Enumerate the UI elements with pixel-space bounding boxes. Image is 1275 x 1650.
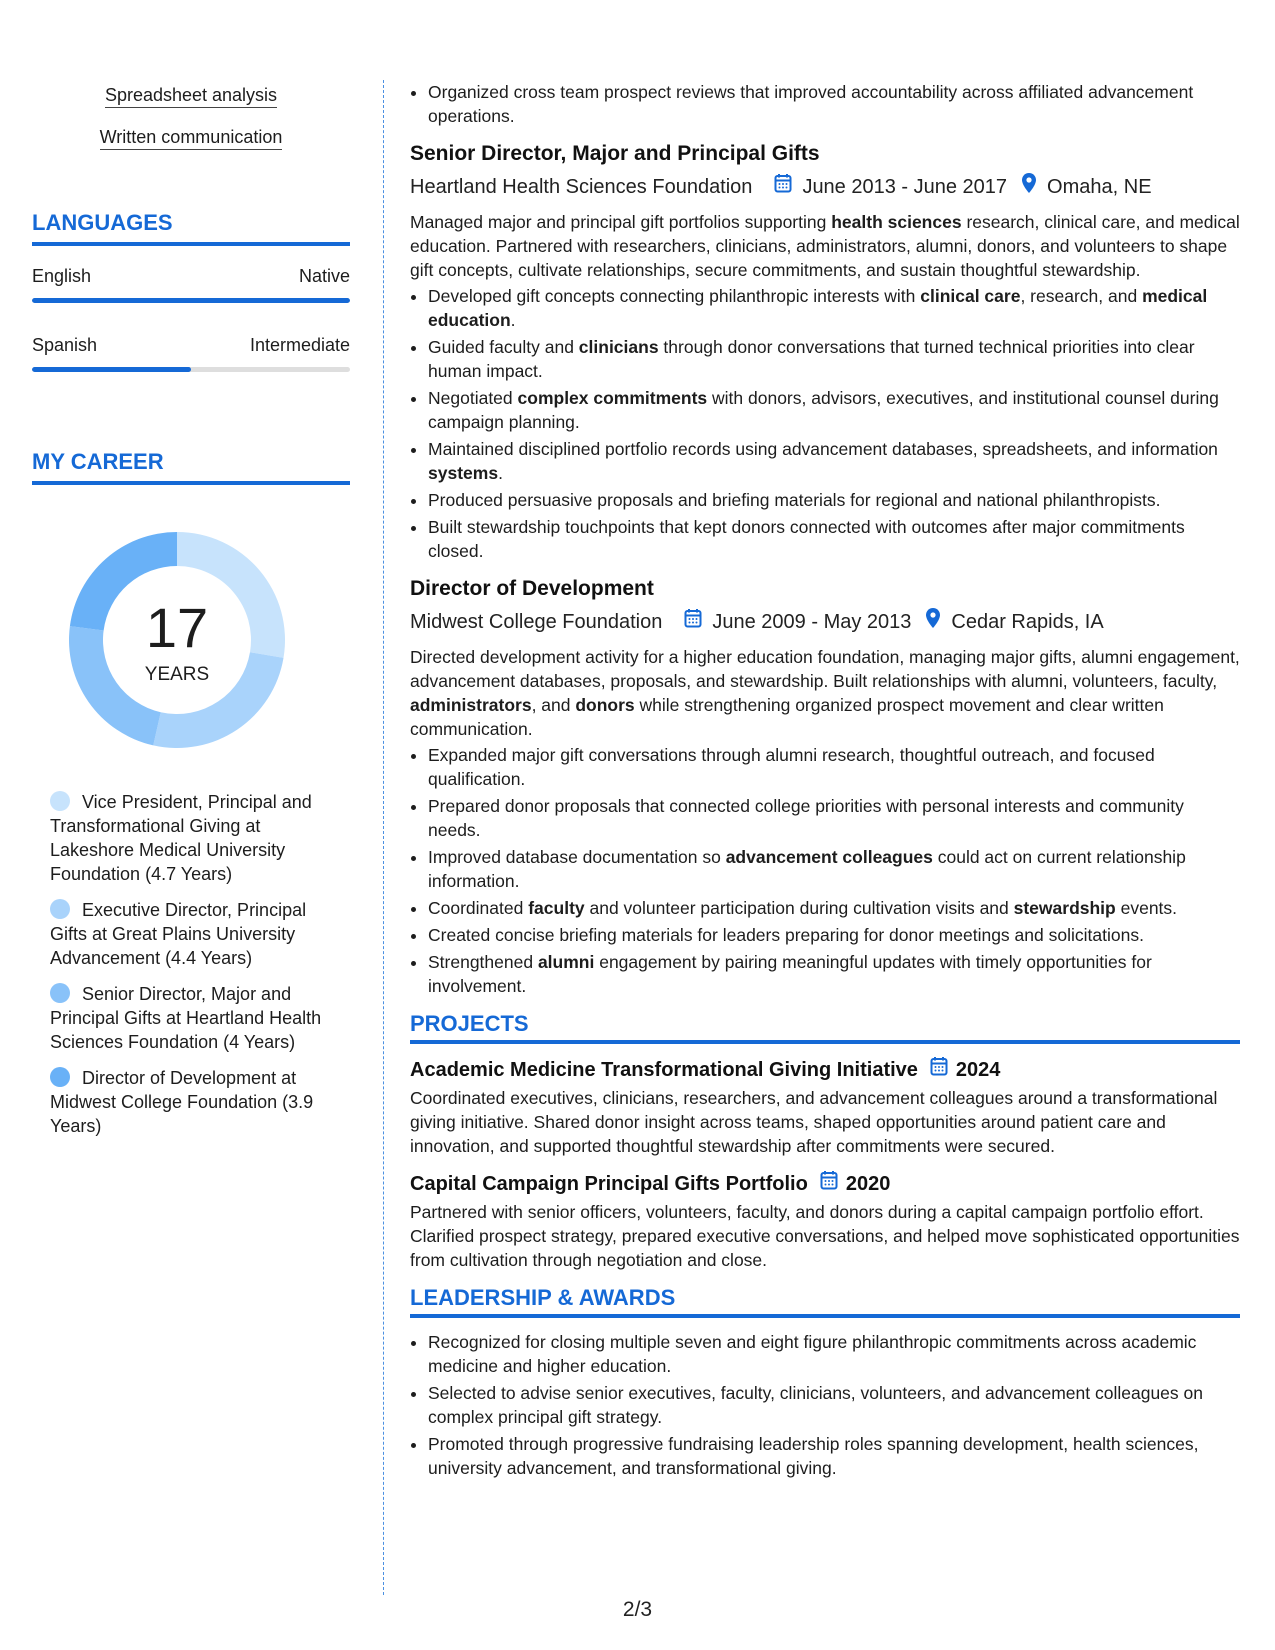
bullet-item: • Prepared donor proposals that connected college priorities with personal interests and community needs. <box>428 794 1240 842</box>
bullet-item: • Strengthened alumni engagement by pairing meaningful updates with timely opportunities for involvement. <box>428 950 1240 998</box>
bullet-item: • Built stewardship touchpoints that kept donors connected with outcomes after major commitments closed. <box>428 515 1240 563</box>
job-location: Cedar Rapids, IA <box>951 611 1104 633</box>
project-year: 2024 <box>955 1059 1001 1081</box>
job-meta <box>410 172 1240 202</box>
bullet-list <box>410 80 1240 128</box>
organization: Midwest College Foundation <box>410 611 663 633</box>
language-name: Spanish <box>32 335 98 355</box>
calendar-icon <box>820 1170 838 1198</box>
career-heading: MY CAREER <box>32 449 350 485</box>
legend-dot <box>50 983 70 1003</box>
career-legend-text: Director of Development at Midwest College Foundation (3.9 Years) <box>50 1068 314 1136</box>
project-title: Capital Campaign Principal Gifts Portfolio <box>410 1173 808 1195</box>
career-legend-item <box>50 982 330 1054</box>
bullet-item: • Coordinated faculty and volunteer participation during cultivation visits and stewardship events. <box>428 896 1240 920</box>
award-item: • Promoted through progressive fundraising leadership roles spanning development, health sciences, university advancement, and transformational giving. <box>428 1432 1240 1480</box>
language-bar-fill <box>32 298 350 303</box>
job-location: Omaha, NE <box>1047 176 1152 198</box>
job-title: Senior Director, Major and Principal Gifts <box>410 142 820 165</box>
job-description: Directed development activity for a higher education foundation, managing major gifts, alumni engagement, advancement databases, proposals, and stewardship. Built relationships with alumni, volunteers, faculty, administrators, and donors while strengthening organized prospect movement and clear written communication. <box>410 647 1240 739</box>
project-description: Partnered with senior officers, volunteers, faculty, and donors during a capital campaign portfolio effort. Clarified prospect strategy, prepared executive conversations, and helped move sophisticated opportunities from cultivation through negotiation and close. <box>410 1202 1240 1270</box>
location-pin-icon <box>1021 172 1037 202</box>
main-content <box>410 80 1240 1483</box>
experience-list <box>410 140 1240 998</box>
job-meta <box>410 607 1240 637</box>
career-legend-item <box>50 1066 330 1138</box>
language-bar <box>32 298 350 303</box>
bullet-item: • Developed gift concepts connecting philanthropic interests with clinical care, research, and medical education. <box>428 284 1240 332</box>
career-total-unit: YEARS <box>144 664 210 685</box>
language-bar-fill <box>32 367 191 372</box>
calendar-icon <box>684 608 702 636</box>
calendar-icon <box>930 1056 948 1084</box>
project-entry <box>410 1170 1240 1272</box>
skill-item: Spreadsheet analysis <box>32 85 350 106</box>
bullet-item: • Improved database documentation so advancement colleagues could act on current relationship information. <box>428 845 1240 893</box>
bullet-item: • Produced persuasive proposals and briefing materials for regional and national philanthropists. <box>428 488 1240 512</box>
page-number: 2/3 <box>622 1598 653 1621</box>
skill-item: Written communication <box>32 127 350 148</box>
bullet-item: • Guided faculty and clinicians through donor conversations that turned technical priorities into clear human impact. <box>428 335 1240 383</box>
project-title: Academic Medicine Transformational Giving Initiative <box>410 1059 918 1081</box>
award-item: • Selected to advise senior executives, faculty, clinicians, volunteers, and advancement colleagues on complex principal gift strategy. <box>428 1381 1240 1429</box>
projects-heading: PROJECTS <box>410 1012 1240 1044</box>
bullet-item: • Negotiated complex commitments with donors, advisors, executives, and institutional counsel during campaign planning. <box>428 386 1240 434</box>
legend-dot <box>50 791 70 811</box>
organization: Heartland Health Sciences Foundation <box>410 176 753 198</box>
project-year: 2020 <box>845 1173 891 1195</box>
job-dates: June 2013 - June 2017 <box>802 176 1008 198</box>
language-bar <box>32 367 350 372</box>
bullet-item: • Expanded major gift conversations through alumni research, thoughtful outreach, and focused qualification. <box>428 743 1240 791</box>
project-description: Coordinated executives, clinicians, researchers, and advancement colleagues around a transformational giving initiative. Shared donor insight across teams, shaped opportunities around patient care and innovation, and supported thoughtful stewardship after commitments were secured. <box>410 1088 1218 1156</box>
project-entry <box>410 1056 1240 1158</box>
legend-dot <box>50 1067 70 1087</box>
bullet-list <box>410 284 1240 563</box>
experience-entry <box>410 140 1240 563</box>
job-dates: June 2009 - May 2013 <box>712 611 912 633</box>
column-divider <box>383 80 384 1595</box>
location-pin-icon <box>925 607 941 637</box>
legend-dot <box>50 899 70 919</box>
bullet-list <box>410 743 1240 998</box>
career-legend <box>50 790 330 1150</box>
career-legend-item <box>50 898 330 970</box>
bullet-item: • Organized cross team prospect reviews that improved accountability across affiliated advancement operations. <box>428 80 1240 128</box>
career-legend-text: Vice President, Principal and Transformational Giving at Lakeshore Medical University Foundation (4.7 Years) <box>50 792 312 884</box>
project-title-row <box>410 1170 1240 1198</box>
career-legend-text: Executive Director, Principal Gifts at Great Plains University Advancement (4.4 Years) <box>50 900 307 968</box>
awards-list <box>410 1330 1240 1480</box>
career-legend-item <box>50 790 330 886</box>
languages-heading: LANGUAGES <box>32 210 350 246</box>
experience-entry <box>410 575 1240 998</box>
language-name: English <box>32 266 92 286</box>
award-item: • Recognized for closing multiple seven and eight figure philanthropic commitments across academic medicine and higher education. <box>428 1330 1240 1378</box>
awards-heading: LEADERSHIP & AWARDS <box>410 1286 1240 1318</box>
project-title-row <box>410 1056 1240 1084</box>
job-title: Director of Development <box>410 577 654 600</box>
bullet-item: • Maintained disciplined portfolio records using advancement databases, spreadsheets, and information systems. <box>428 437 1240 485</box>
language-level: Native <box>298 266 350 286</box>
bullet-item: • Created concise briefing materials for leaders preparing for donor meetings and solicitations. <box>428 923 1240 947</box>
language-row <box>32 266 350 287</box>
career-total-years: 17 <box>145 596 209 659</box>
career-legend-text: Senior Director, Major and Principal Gifts at Heartland Health Sciences Foundation (4 Years) <box>50 984 322 1052</box>
projects-list <box>410 1056 1240 1272</box>
calendar-icon <box>774 173 792 201</box>
language-row <box>32 335 350 356</box>
job-description: Managed major and principal gift portfolios supporting health sciences research, clinical care, and medical education. Partnered with researchers, clinicians, administrators, alumni, donors, and volunteers to shape gift concepts, cultivate relationships, secure commitments, and sustain thoughtful stewardship. <box>410 212 1240 280</box>
language-level: Intermediate <box>249 335 350 355</box>
